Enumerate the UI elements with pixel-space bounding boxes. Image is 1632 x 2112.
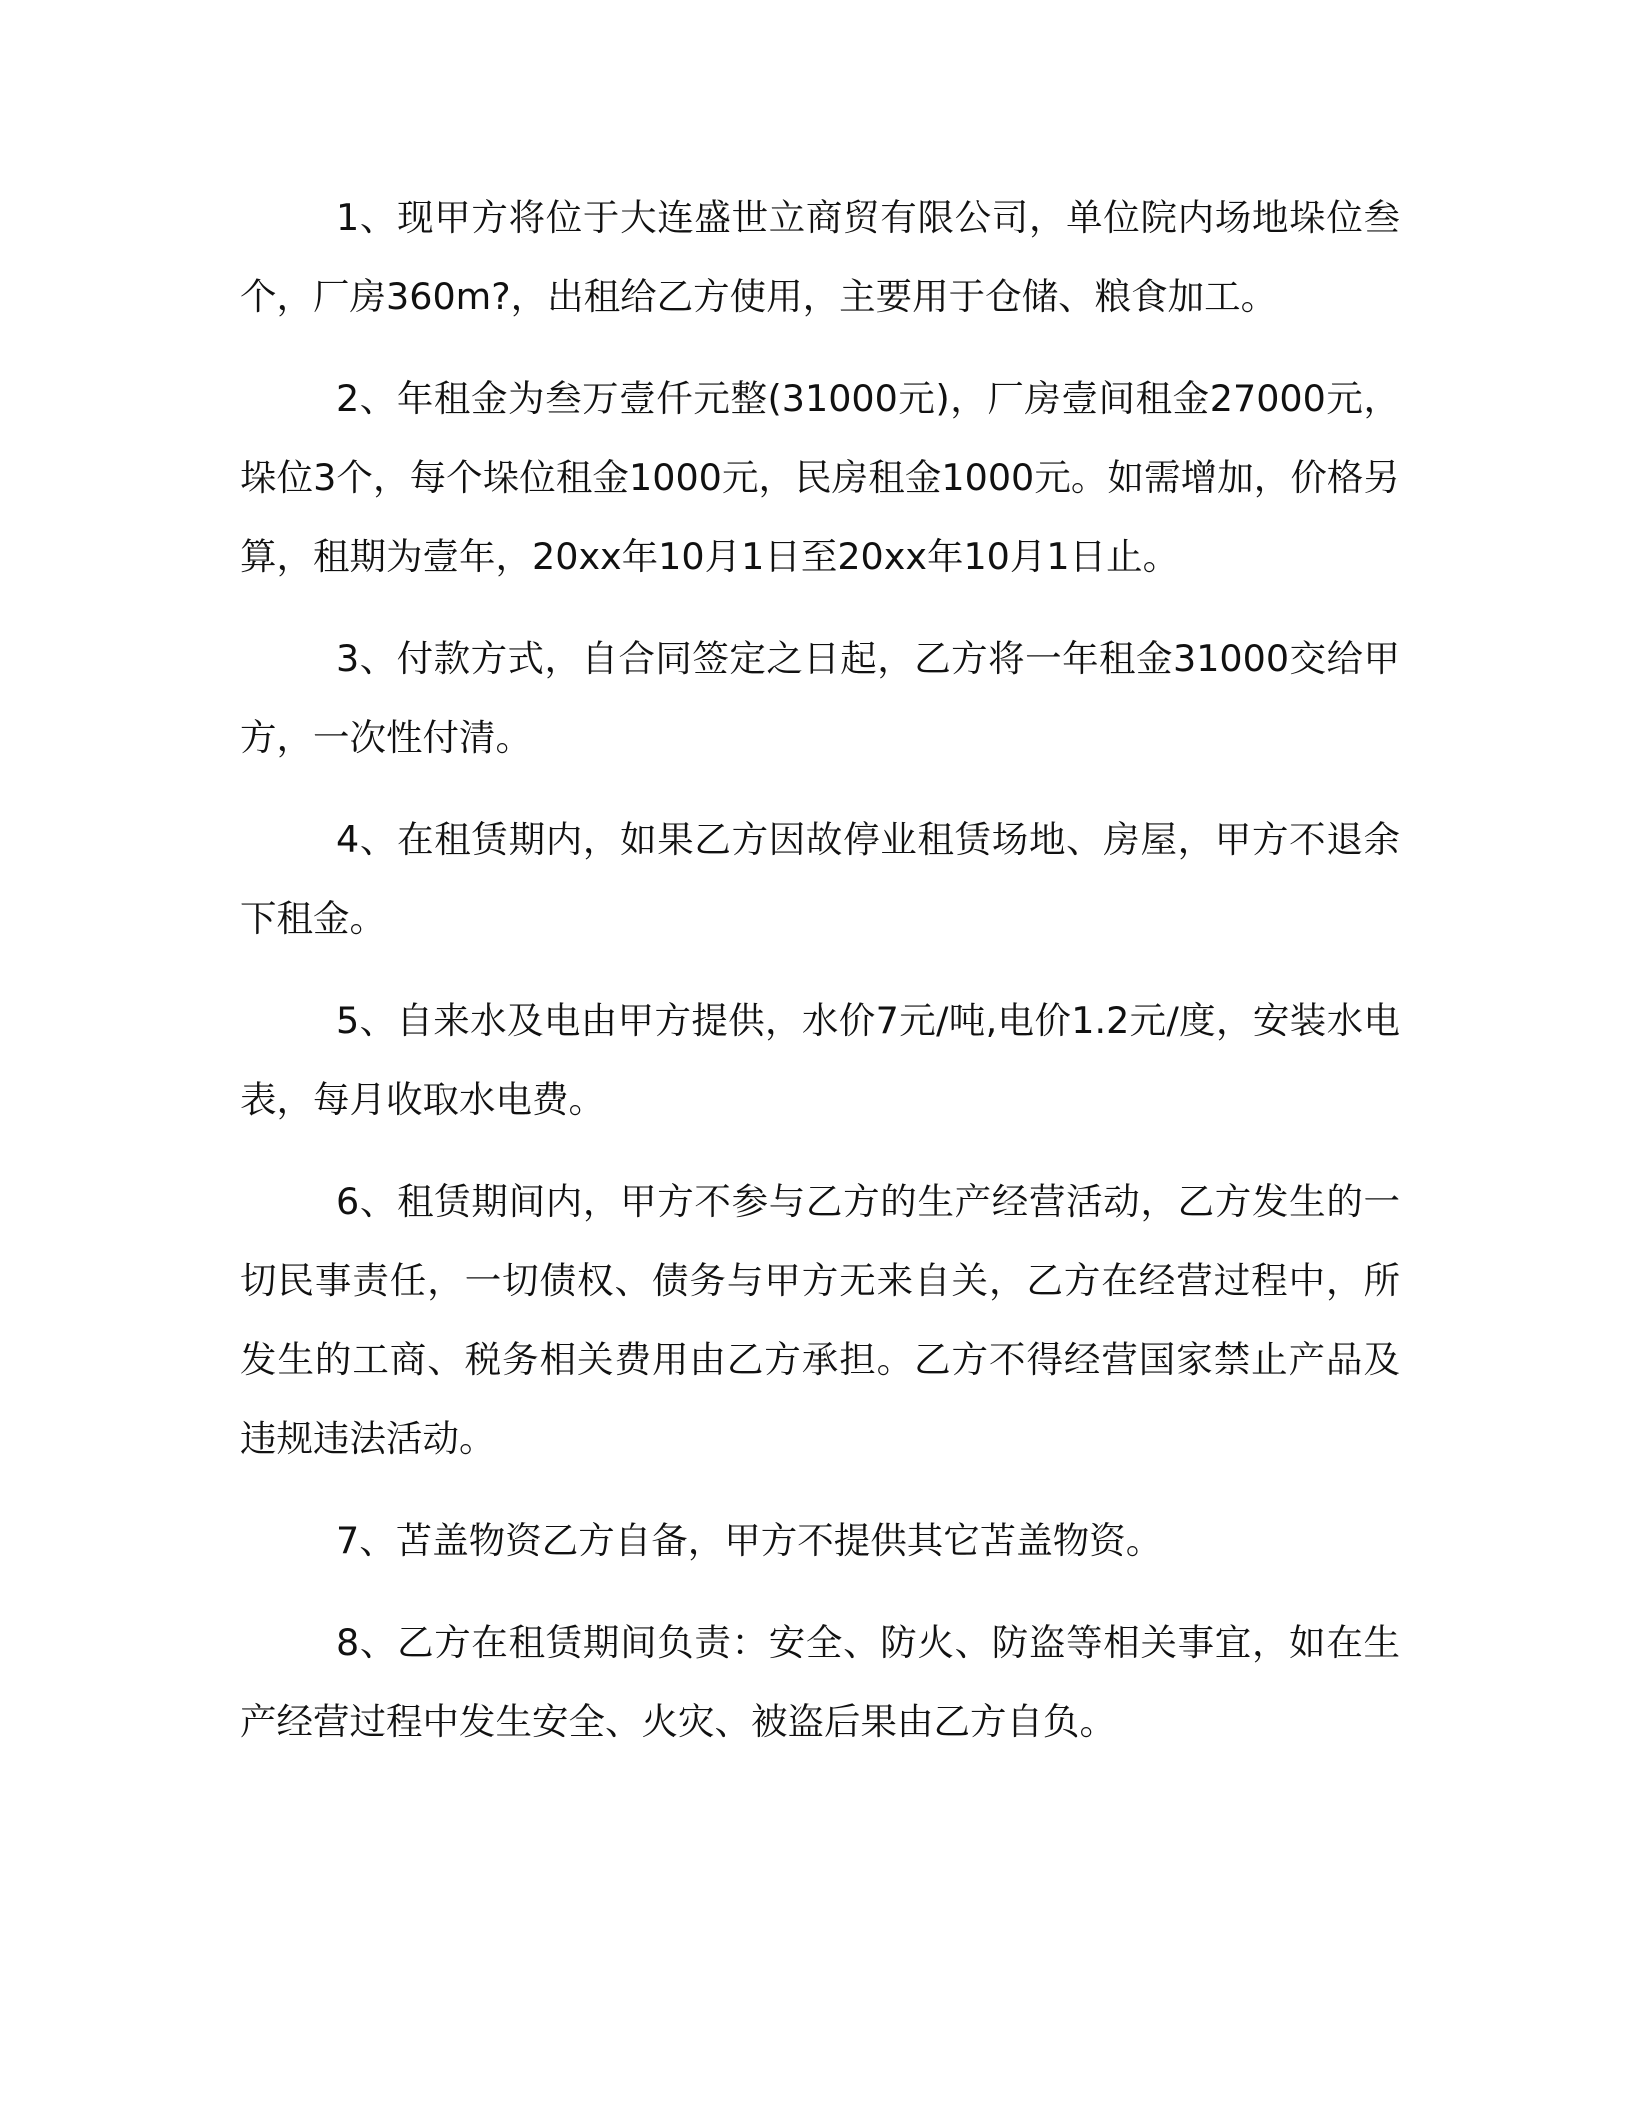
clause-5: 5、自来水及电由甲方提供，水价7元/吨,电价1.2元/度，安装水电表，每月收取水电费。 bbox=[240, 999, 1400, 1121]
clause-7: 7、苫盖物资乙方自备，甲方不提供其它苫盖物资。 bbox=[336, 1519, 1163, 1562]
clause-1: 1、现甲方将位于大连盛世立商贸有限公司，单位院内场地垛位叁个，厂房360m?，出租给乙方使用，主要用于仓储、粮食加工。 bbox=[240, 196, 1400, 318]
clause-4: 4、在租赁期内，如果乙方因故停业租赁场地、房屋，甲方不退余下租金。 bbox=[240, 818, 1400, 940]
clause-8: 8、乙方在租赁期间负责：安全、防火、防盗等相关事宜，如在生产经营过程中发生安全、火灾、被盗后果由乙方自负。 bbox=[240, 1621, 1400, 1743]
clause-6: 6、租赁期间内，甲方不参与乙方的生产经营活动，乙方发生的一切民事责任，一切债权、债务与甲方无来自关，乙方在经营过程中，所发生的工商、税务相关费用由乙方承担。乙方不得经营国家禁止产品及违规违法活动。 bbox=[240, 1180, 1400, 1460]
clause-3: 3、付款方式，自合同签定之日起，乙方将一年租金31000交给甲方，一次性付清。 bbox=[240, 637, 1400, 759]
clause-2: 2、年租金为叁万壹仟元整(31000元)，厂房壹间租金27000元，垛位3个，每个垛位租金1000元，民房租金1000元。如需增加，价格另算，租期为壹年，20xx年10月1日至20xx年10月1日止。 bbox=[240, 377, 1400, 578]
contract-body bbox=[240, 178, 1400, 1784]
